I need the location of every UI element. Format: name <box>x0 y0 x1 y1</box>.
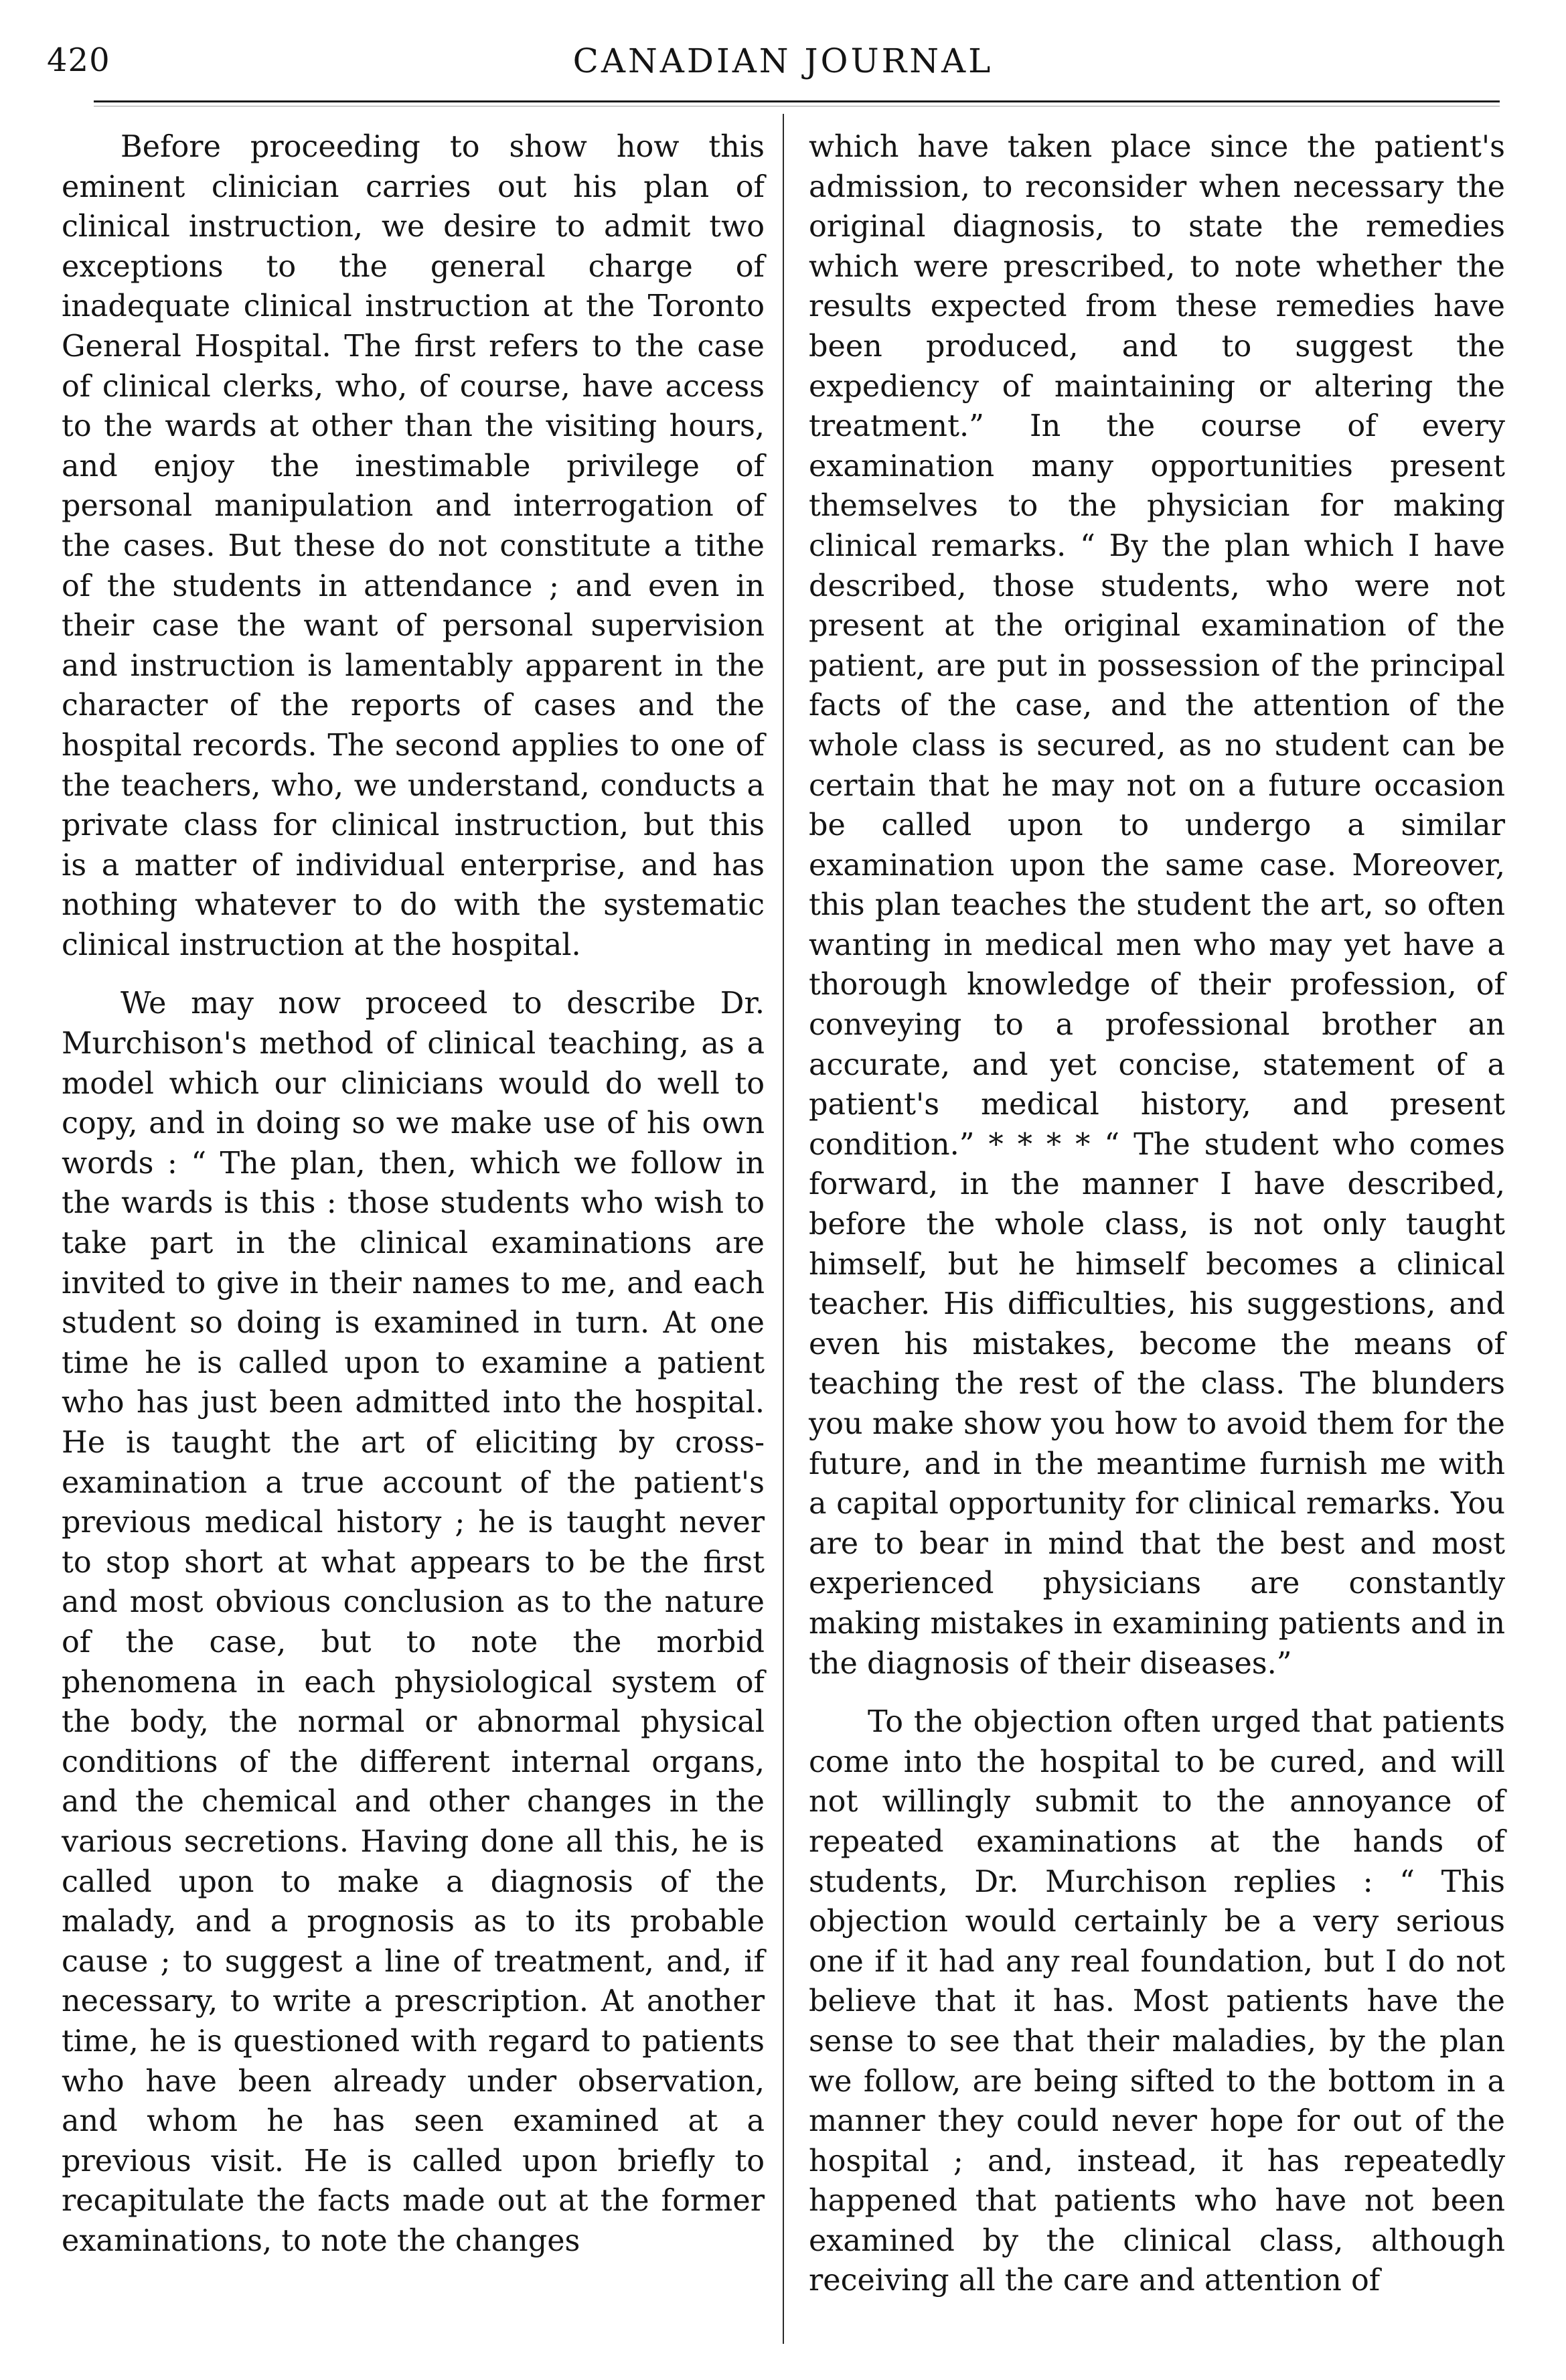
paragraph: To the objection often urged that patients come into the hospital to be cured, and will not willingly submit to the annoyance of repeated examinations at the hands of students, Dr. Murchison replies : “ This objection would certainly be a very serious one if it had any real foundation, but I do not believe that it has. Most patients have the sense to see that their maladies, by the plan we follow, are being sifted to the bottom in a manner they could never hope for out of the hospital ; and, instead, it has repeatedly happened that patients who have not been examined by the clinical class, although receiving all the care and attention of <box>809 1705 1505 2298</box>
column-divider <box>783 114 784 2344</box>
left-column <box>62 127 765 2261</box>
paragraph: We may now proceed to describe Dr. Murchison's method of clinical teaching, as a model which our clinicians would do well to copy, and in doing so we make use of his own words : “ The plan, then, which we follow in the wards is this : those students who wish to take part in the clinical examinations are invited to give in their names to me, and each student so doing is examined in turn. At one time he is called upon to examine a patient who has just been admitted into the hospital. He is taught the art of eliciting by cross-examination a true account of the patient's previous medical history ; he is taught never to stop short at what appears to be the first and most obvious conclusion as to the nature of the case, but to note the morbid phenomena in each physiological system of the body, the normal or abnormal physical conditions of the different internal organs, and the chemical and other changes in the various secretions. Having done all this, he is called upon to make a diagnosis of the malady, and a prognosis as to its probable cause ; to suggest a line of treatment, and, if necessary, to write a prescription. At another time, he is questioned with regard to patients who have been already under observation, and whom he has seen examined at a previous visit. He is called upon briefly to recapitulate the facts made out at the former examinations, to note the changes <box>62 986 765 2258</box>
right-column <box>809 127 1505 2301</box>
running-title: CANADIAN JOURNAL <box>572 42 994 80</box>
paragraph: Before proceeding to show how this eminent clinician carries out his plan of clinical instruction, we desire to admit two exceptions to the general charge of inadequate clinical instruction at the Toronto General Hospital. The first refers to the case of clinical clerks, who, of course, have access to the wards at other than the visiting hours, and enjoy the inestimable privilege of personal manipulation and interrogation of the cases. But these do not constitute a tithe of the students in attendance ; and even in their case the want of personal supervision and instruction is lamentably apparent in the character of the reports of cases and the hospital records. The second applies to one of the teachers, who, we understand, conducts a private class for clinical instruction, but this is a matter of individual enterprise, and has nothing whatever to do with the systematic clinical instruction at the hospital. <box>62 130 765 962</box>
page-number: 420 <box>47 42 110 79</box>
paragraph-continued: which have taken place since the patient's admission, to reconsider when necessary the original diagnosis, to state the remedies which were prescribed, to note whether the results expected from these remedies have been produced, and to suggest the expediency of maintaining or altering the treatment.” In the course of every examination many opportunities present themselves to the physician for making clinical remarks. “ By the plan which I have described, those students, who were not present at the original examination of the patient, are put in possession of the principal facts of the case, and the attention of the whole class is secured, as no student can be certain that he may not on a future occasion be called upon to undergo a similar examination upon the same case. Moreover, this plan teaches the student the art, so often wanting in medical men who may yet have a thorough knowledge of their profession, of conveying to a professional brother an accurate, and yet concise, statement of a patient's medical history, and present condition.” * * * * “ The student who comes forward, in the manner I have described, before the whole class, is not only taught himself, but he himself becomes a clinical teacher. His difficulties, his suggestions, and even his mistakes, become the means of teaching the rest of the class. The blunders you make show you how to avoid them for the future, and in the meantime furnish me with a capital opportunity for clinical remarks. You are to bear in mind that the best and most experienced physicians are constantly making mistakes in examining patients and in the diagnosis of their diseases.” <box>809 130 1505 1681</box>
header-rule <box>94 100 1500 102</box>
